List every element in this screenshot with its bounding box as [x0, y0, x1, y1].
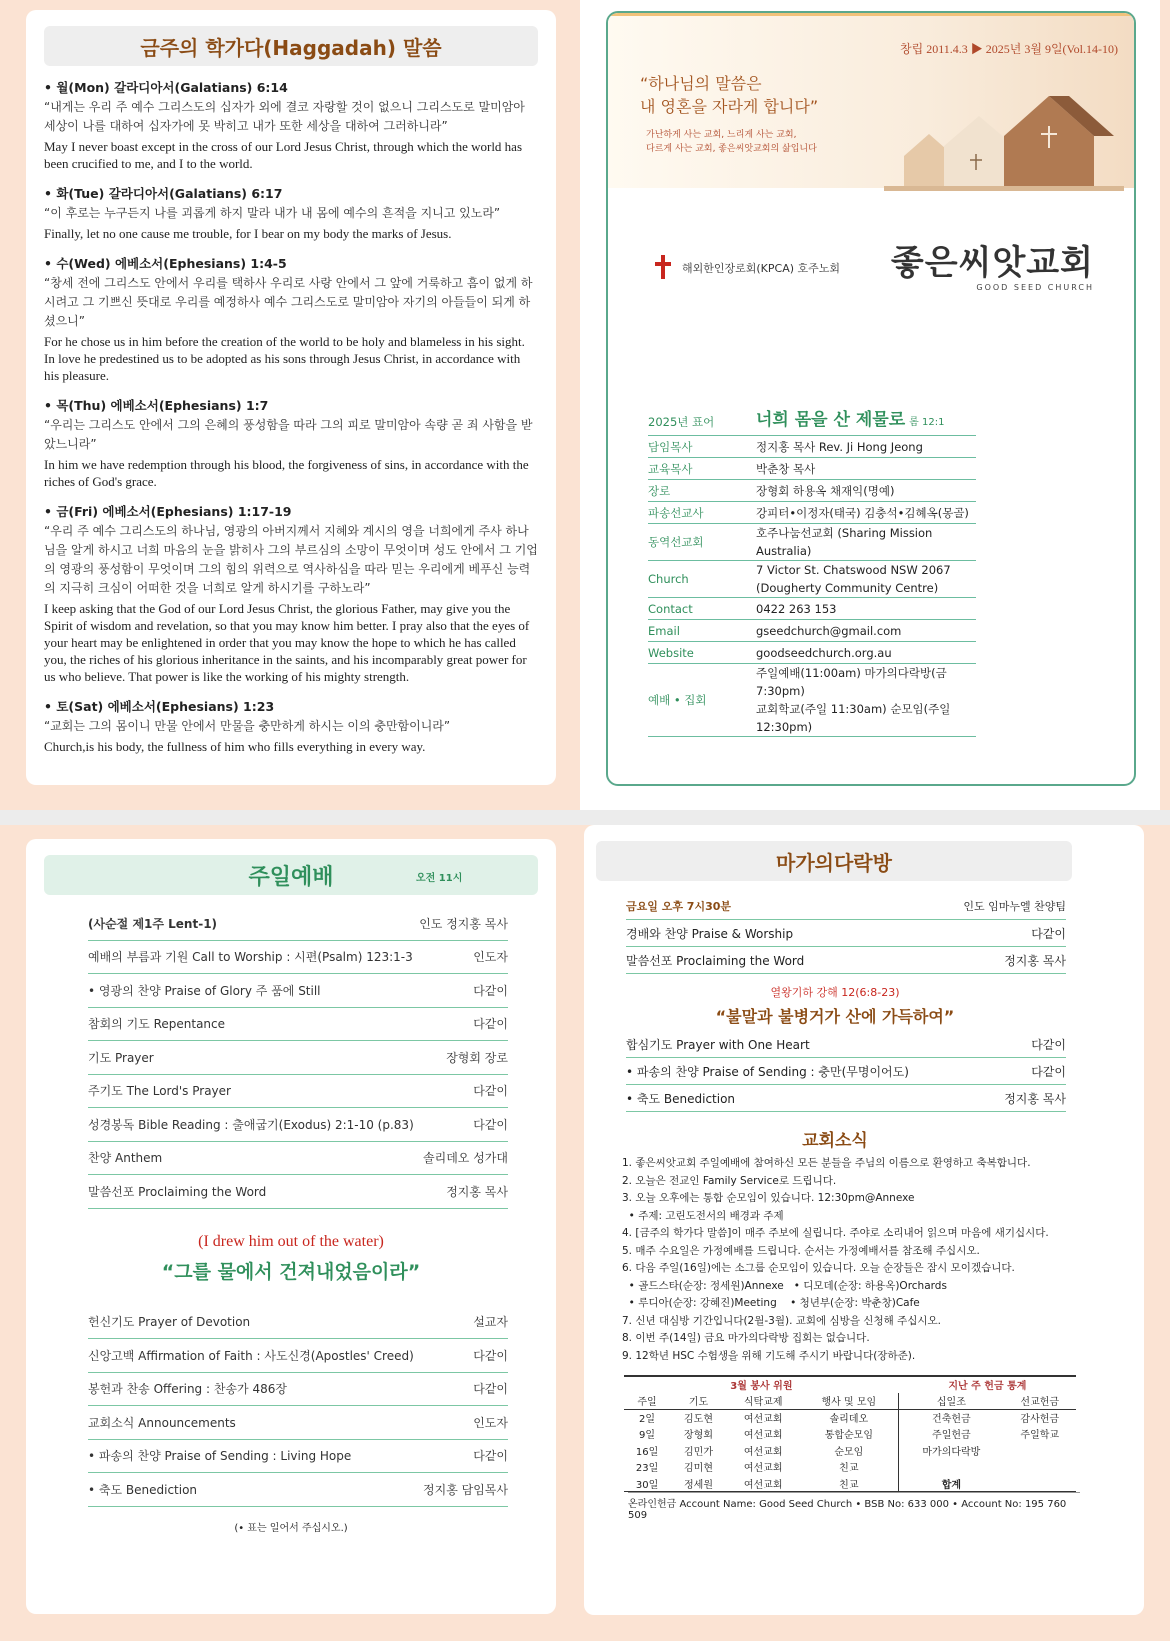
worship-header [44, 855, 538, 895]
duty-table-body [624, 1393, 1076, 1492]
news-item: • 골드스타(순장: 정세원)Annexe • 디모데(순장: 하용옥)Orchards [622, 1279, 947, 1292]
duty-header-cell: 기도 [688, 1397, 709, 1408]
maga-panel [584, 825, 1144, 1615]
info-value [756, 644, 976, 662]
church-logo: 좋은씨앗교회 [890, 243, 1094, 283]
order-item-leader: 정지홍 목사 [1004, 1091, 1066, 1106]
offering-title: 지난 주 헌금 통계 [948, 1381, 1027, 1393]
order-item-leader: 다같이 [1031, 1037, 1066, 1052]
duty-cell: 여선교회 [743, 1446, 783, 1458]
offering-cell: 선교헌금 [1020, 1397, 1060, 1408]
order-item [88, 1339, 508, 1373]
info-value [756, 561, 976, 597]
order-item-leader: 정지홍 목사 [1004, 953, 1066, 968]
info-value-line: gseedchurch@gmail.com [756, 623, 902, 638]
info-label: 장로 [648, 483, 671, 498]
standing-note: (• 표는 일어서 주십시오.) [234, 1522, 348, 1534]
haggadah-day [44, 78, 538, 172]
bottom-spread [0, 825, 1170, 1641]
worship-panel [26, 839, 556, 1614]
order-item-leader: 정지홍 담임목사 [423, 1482, 508, 1497]
info-row [648, 598, 976, 620]
haggadah-days [44, 78, 538, 755]
cover-banner [608, 13, 1134, 188]
info-row [648, 561, 976, 598]
order-item [88, 1373, 508, 1407]
offering-cell: 마가의다락방 [899, 1442, 1004, 1459]
haggadah-day [44, 697, 538, 755]
info-label: Email [648, 623, 680, 638]
info-label: 동역선교회 [648, 535, 704, 549]
day-reference: • 월(Mon) 갈라디아서(Galatians) 6:14 [44, 80, 288, 95]
order-item-label: 말씀선포 Proclaiming the Word [626, 953, 805, 968]
duty-cell: 통합순모임 [824, 1430, 873, 1442]
duty-cell: 9일 [639, 1430, 656, 1442]
duty-cell: 여선교회 [743, 1414, 783, 1425]
duty-row [624, 1475, 1076, 1492]
info-row [648, 458, 976, 480]
info-row [648, 664, 976, 737]
sermon-title-kr: “그를 물에서 건져내었음이라” [161, 1260, 421, 1283]
worship-time: 오전 11시 [416, 873, 463, 884]
news-item: 3. 오늘 오후에는 통합 순모임이 있습니다. 12:30pm@Annexe [622, 1192, 915, 1204]
order-item-label: 교회소식 Announcements [88, 1415, 236, 1430]
duty-row [624, 1459, 1076, 1476]
info-label: Church [648, 572, 689, 586]
order-item-label: • 축도 Benediction [88, 1482, 198, 1497]
order-item-leader: 다같이 [473, 1117, 508, 1132]
news-item: 2. 오늘은 전교인 Family Service로 드립니다. [622, 1174, 837, 1187]
offering-cell [899, 1459, 1004, 1476]
maga-title: 마가의다락방 [596, 841, 1072, 881]
order-item-leader: 인도자 [473, 950, 508, 965]
top-spread [0, 0, 1170, 810]
order-item [88, 1075, 508, 1109]
news-item: 8. 이번 주(14일) 금요 마가의다락방 집회는 없습니다. [622, 1332, 870, 1344]
motto-reference: 롬 12:1 [909, 417, 945, 428]
duty-cell: 16일 [635, 1446, 659, 1458]
info-label: 예배 • 집회 [648, 693, 707, 707]
worship-order-before [44, 941, 538, 1209]
order-item [88, 1440, 508, 1474]
haggadah-title: 금주의 학가다(Haggadah) 말씀 [44, 26, 538, 66]
presbytery-label: 해외한인장로회(KPCA) 호주노회 [652, 253, 840, 283]
info-value-line2: (Dougherty Community Centre) [756, 581, 939, 595]
info-row [648, 480, 976, 502]
verse-korean: “내게는 우리 주 예수 그리스도의 십자가 외에 결코 자랑할 것이 없으니 그리스도로 말미암아 세상이 나를 대하여 십자가에 못 박히고 내가 또한 세상을 대하여 그러하니라” [44, 100, 525, 133]
info-value-line: 호주나눔선교회 (Sharing Mission Australia) [756, 526, 933, 558]
order-item-label: 경배와 찬양 Praise & Worship [626, 926, 794, 941]
verse-korean: “창세 전에 그리스도 안에서 우리를 택하사 우리로 사랑 안에서 그 앞에 거룩하고 흠이 없게 하시려고 그 기쁘신 뜻대로 우리를 예정하사 예수 그리스도로 말미암아 자기의 아들들이 되게 하셨으니” [44, 276, 533, 328]
order-item-leader: 정지홍 목사 [446, 1184, 508, 1199]
offering-cell: 십일조 [899, 1393, 1004, 1410]
duty-cell: 30일 [635, 1479, 659, 1491]
duty-header-row [624, 1393, 1076, 1410]
info-label: 파송선교사 [648, 505, 704, 520]
duty-cell: 김민가 [684, 1446, 713, 1458]
worship-title: 주일예배 [248, 864, 334, 890]
worship-order-after [44, 1306, 538, 1507]
news-item: • 주제: 고린도전서의 배경과 주제 [622, 1209, 784, 1222]
day-reference: • 수(Wed) 에베소서(Ephesians) 1:4-5 [44, 256, 287, 271]
order-item-label: 예배의 부름과 기원 Call to Worship : 시편(Psalm) 123:1-3 [88, 950, 413, 965]
info-label: 담임목사 [648, 439, 693, 454]
order-item [88, 1473, 508, 1507]
duty-row [624, 1426, 1076, 1443]
church-logo-en: GOOD SEED CHURCH [976, 283, 1094, 292]
year-motto: 너희 몸을 산 제물로 [756, 410, 906, 430]
duty-row [624, 1442, 1076, 1459]
day-reference: • 목(Thu) 에베소서(Ephesians) 1:7 [44, 398, 269, 413]
info-value [756, 460, 976, 478]
order-item [88, 941, 508, 975]
order-item-leader: 다같이 [473, 983, 508, 998]
haggadah-day [44, 254, 538, 384]
duty-cell: 여선교회 [743, 1463, 783, 1475]
info-value [756, 524, 976, 560]
cover-panel [580, 0, 1160, 810]
info-value-line: 정지홍 목사 Rev. Ji Hong Jeong [756, 439, 923, 454]
info-row [648, 436, 976, 458]
info-value-line: 7 Victor St. Chatswood NSW 2067 [756, 563, 951, 577]
duty-cell: 23일 [635, 1463, 659, 1475]
info-value-line: 0422 263 153 [756, 601, 837, 616]
news-item: 4. [금주의 학가다 말씀]이 매주 주보에 실립니다. 주야로 소리내어 읽으며 마음에 새기십시다. [622, 1227, 1049, 1239]
order-item-leader: 다같이 [1031, 926, 1066, 941]
info-value-line: 장형회 하용옥 채재익(명예) [756, 483, 895, 498]
info-row [648, 620, 976, 642]
verse-english: For he chose us in him before the creation of the world to be holy and blameless in his sight. In love he predestined us to be adopted as his sons through Jesus Christ, in accordance with his pleasure. [44, 334, 525, 383]
online-offering-account: 온라인헌금 Account Name: Good Seed Church • BSB No: 633 000 • Account No: 195 760 509 [628, 1492, 1080, 1521]
offering-cell: 감사헌금 [1020, 1414, 1060, 1425]
order-item [626, 1058, 1066, 1085]
order-item-label: 참회의 기도 Repentance [88, 1017, 226, 1032]
info-label: 2025년 표어 [648, 414, 715, 429]
order-item-label: 찬양 Anthem [88, 1151, 163, 1166]
news-item: • 루디아(순장: 강혜진)Meeting • 청년부(순장: 박춘창)Cafe [622, 1297, 920, 1309]
duty-header-cell: 주일 [637, 1397, 657, 1408]
info-value-line: 강피터•이정자(태국) 김충석•김혜옥(몽골) [756, 505, 969, 520]
order-item-leader: 다같이 [473, 1449, 508, 1464]
kpca-cross-icon [652, 253, 674, 283]
duty-header-cell: 식탁교제 [743, 1397, 783, 1408]
info-value-line: 주일예배(11:00am) 마가의다락방(금 7:30pm) [756, 666, 947, 698]
news-item: 9. 12학년 HSC 수험생을 위해 기도해 주시기 바랍니다(장하준). [622, 1349, 916, 1362]
haggadah-day [44, 184, 538, 242]
order-item-leader: 다같이 [473, 1382, 508, 1397]
verse-english: I keep asking that the God of our Lord Jesus Christ, the glorious Father, may give you the Spirit of wisdom and revelation, so that you may know him better. I pray also that the eyes of your heart may be enlightened in order that you may know the hope to which he has called you, the riches of his glorious inheritance in the saints, and his incomparably great power for us who believe. That power is like the working of his mighty strength. [44, 601, 530, 684]
news-list [596, 1155, 1134, 1365]
info-label: Website [648, 645, 694, 660]
info-row [648, 502, 976, 524]
info-value [756, 504, 976, 522]
news-item: 5. 매주 수요일은 가정예배를 드립니다. 순서는 가정예배서를 참조해 주십시오. [622, 1244, 980, 1257]
duty-cell: 김도현 [684, 1414, 713, 1425]
order-item-leader: 다같이 [473, 1084, 508, 1099]
established-date: 창립 2011.4.3 ▶ 2025년 3월 9일(Vol.14-10) [900, 42, 1118, 56]
duty-cell: 정세원 [684, 1479, 713, 1491]
duty-cell: 순모임 [834, 1446, 864, 1458]
maga-order-after [596, 1031, 1134, 1112]
order-item [626, 1031, 1066, 1058]
order-item-label: 신앙고백 Affirmation of Faith : 사도신경(Apostles' Creed) [88, 1348, 414, 1363]
order-item-label: 말씀선포 Proclaiming the Word [88, 1184, 267, 1199]
duty-cell: 친교 [839, 1479, 859, 1491]
order-item [626, 920, 1066, 947]
cover-frame [606, 11, 1136, 786]
maga-sermon-title: “불말과 불병거가 산에 가득하여” [715, 1007, 955, 1026]
sermon-title-en: (I drew him out of the water) [198, 1232, 384, 1250]
info-value-line: goodseedchurch.org.au [756, 645, 892, 660]
order-item-leader: 솔리데오 성가대 [423, 1151, 508, 1166]
info-value-line: 박춘창 목사 [756, 461, 816, 476]
info-row [648, 408, 976, 436]
order-item-label: 합심기도 Prayer with One Heart [626, 1037, 810, 1052]
verse-english: Finally, let no one cause me trouble, for I bear on my body the marks of Jesus. [44, 226, 452, 241]
info-value [756, 622, 976, 640]
church-info-table [648, 408, 976, 737]
duty-cell: 여선교회 [743, 1479, 783, 1491]
haggadah-panel [26, 10, 556, 785]
info-value [756, 600, 976, 618]
verse-english: May I never boast except in the cross of our Lord Jesus Christ, through which the world has been crucified to me, and I to the world. [44, 139, 523, 171]
duty-offering-table [624, 1375, 1076, 1492]
order-item-leader: 설교자 [473, 1315, 508, 1330]
info-row [648, 642, 976, 664]
order-item-label: 헌신기도 Prayer of Devotion [88, 1315, 251, 1330]
wooden-houses-image [884, 86, 1124, 191]
order-item [88, 974, 508, 1008]
duty-title: 3월 봉사 위원 [730, 1381, 793, 1393]
maga-scripture-ref: 열왕기하 강해 12(6:8-23) [770, 986, 900, 999]
offering-cell: 주일학교 [1020, 1430, 1060, 1442]
info-value [756, 664, 976, 736]
order-item-leader: 다같이 [1031, 1064, 1066, 1079]
offering-cell: 합계 [899, 1475, 1004, 1492]
info-value-line2: 교회학교(주일 11:30am) 순모임(주일 12:30pm) [756, 702, 951, 734]
maga-order-before [596, 920, 1134, 974]
order-item-label: • 영광의 찬양 Praise of Glory 주 품에 Still [88, 983, 321, 998]
order-item-leader: 장형회 장로 [446, 1050, 508, 1065]
order-item-label: • 축도 Benediction [626, 1091, 736, 1106]
order-item [88, 1041, 508, 1075]
order-item-label: 성경봉독 Bible Reading : 출애굽기(Exodus) 2:1-10 (p.83) [88, 1117, 414, 1132]
haggadah-day [44, 502, 538, 685]
info-value [756, 482, 976, 500]
info-value [756, 411, 976, 432]
order-item [88, 1142, 508, 1176]
info-label: Contact [648, 601, 693, 616]
day-reference: • 화(Tue) 갈라디아서(Galatians) 6:17 [44, 186, 283, 201]
info-label: 교육목사 [648, 461, 693, 476]
offering-cell [1003, 1459, 1076, 1476]
order-item-label: 주기도 The Lord's Prayer [88, 1084, 231, 1099]
worship-season-row: (사순절 제1주 Lent-1) 인도 정지홍 목사 [88, 907, 508, 941]
offering-cell [1003, 1475, 1076, 1492]
order-item-leader: 인도자 [473, 1415, 508, 1430]
news-item: 7. 신년 대심방 기간입니다(2월-3월). 교회에 심방을 신청해 주십시오. [622, 1314, 941, 1327]
offering-cell [1003, 1442, 1076, 1459]
news-title: 교회소식 [802, 1131, 868, 1151]
order-item-leader: 다같이 [473, 1348, 508, 1363]
cover-subtitle: 가난하게 사는 교회, 느리게 사는 교회, 다르게 사는 교회, 좋은씨앗교회의 삶입니다 [646, 130, 817, 154]
day-reference: • 토(Sat) 에베소서(Ephesians) 1:23 [44, 699, 275, 714]
order-item-label: 기도 Prayer [88, 1050, 154, 1065]
order-item [88, 1306, 508, 1340]
duty-cell: 솔리데오 [829, 1414, 869, 1425]
verse-english: In him we have redemption through his blood, the forgiveness of sins, in accordance with the riches of God's grace. [44, 457, 529, 489]
duty-cell: 2일 [639, 1414, 656, 1425]
order-item [88, 1175, 508, 1209]
offering-cell: 주일헌금 [899, 1426, 1004, 1443]
verse-korean: “교회는 그의 몸이니 만물 안에서 만물을 충만하게 하시는 이의 충만함이니라” [44, 719, 451, 733]
maga-time-row: 금요일 오후 7시30분 인도 임마누엘 찬양팀 [626, 893, 1066, 920]
order-item-label: • 파송의 찬양 Praise of Sending : 충만(무명이어도) [626, 1064, 909, 1079]
order-item [88, 1008, 508, 1042]
duty-cell: 김미현 [684, 1463, 713, 1475]
duty-row [624, 1409, 1076, 1426]
verse-korean: “우리 주 예수 그리스도의 하나님, 영광의 아버지께서 지혜와 계시의 영을 너희에게 주사 하나님을 알게 하시고 너희 마음의 눈을 밝히사 그의 부르심의 소망이 무엇이며 성도 안에서 그 기업의 영광의 풍성함이 무엇이며 그의 힘의 위력으로 역사하심을 따라 믿는 우리에게 베푸신 능력의 지극히 크심이 어떠한 것을 너희로 알게 하시기를 구하노라” [44, 524, 538, 595]
news-item: 6. 다음 주일(16일)에는 소그룹 순모임이 있습니다. 오늘 순장들은 잠시 모이겠습니다. [622, 1262, 1015, 1274]
verse-english: Church,is his body, the fullness of him who fills everything in every way. [44, 739, 426, 754]
offering-cell: 건축헌금 [899, 1409, 1004, 1426]
order-item-leader: 다같이 [473, 1017, 508, 1032]
info-row [648, 524, 976, 561]
duty-header-cell: 행사 및 모임 [821, 1397, 877, 1408]
duty-cell: 여선교회 [743, 1430, 783, 1442]
haggadah-day [44, 396, 538, 490]
info-value [756, 438, 976, 456]
order-item-label: 봉헌과 찬송 Offering : 찬송가 486장 [88, 1382, 287, 1397]
day-reference: • 금(Fri) 에베소서(Ephesians) 1:17-19 [44, 504, 292, 519]
news-item: 1. 좋은씨앗교회 주일예배에 참여하신 모든 분들을 주님의 이름으로 환영하고 축복합니다. [622, 1157, 1031, 1169]
order-item [88, 1406, 508, 1440]
verse-korean: “우리는 그리스도 안에서 그의 은혜의 풍성함을 따라 그의 피로 말미암아 속량 곧 죄 사함을 받았느니라” [44, 418, 533, 451]
order-item-label: • 파송의 찬양 Praise of Sending : Living Hope [88, 1449, 352, 1464]
duty-cell: 친교 [839, 1463, 859, 1475]
order-item [88, 1108, 508, 1142]
order-item [626, 947, 1066, 974]
cover-quote: “하나님의 말씀은 내 영혼을 자라게 합니다” [640, 74, 819, 116]
verse-korean: “이 후로는 누구든지 나를 괴롭게 하지 말라 내가 내 몸에 예수의 흔적을 지니고 있노라” [44, 206, 501, 220]
duty-cell: 장형회 [684, 1430, 713, 1442]
order-item [626, 1085, 1066, 1112]
